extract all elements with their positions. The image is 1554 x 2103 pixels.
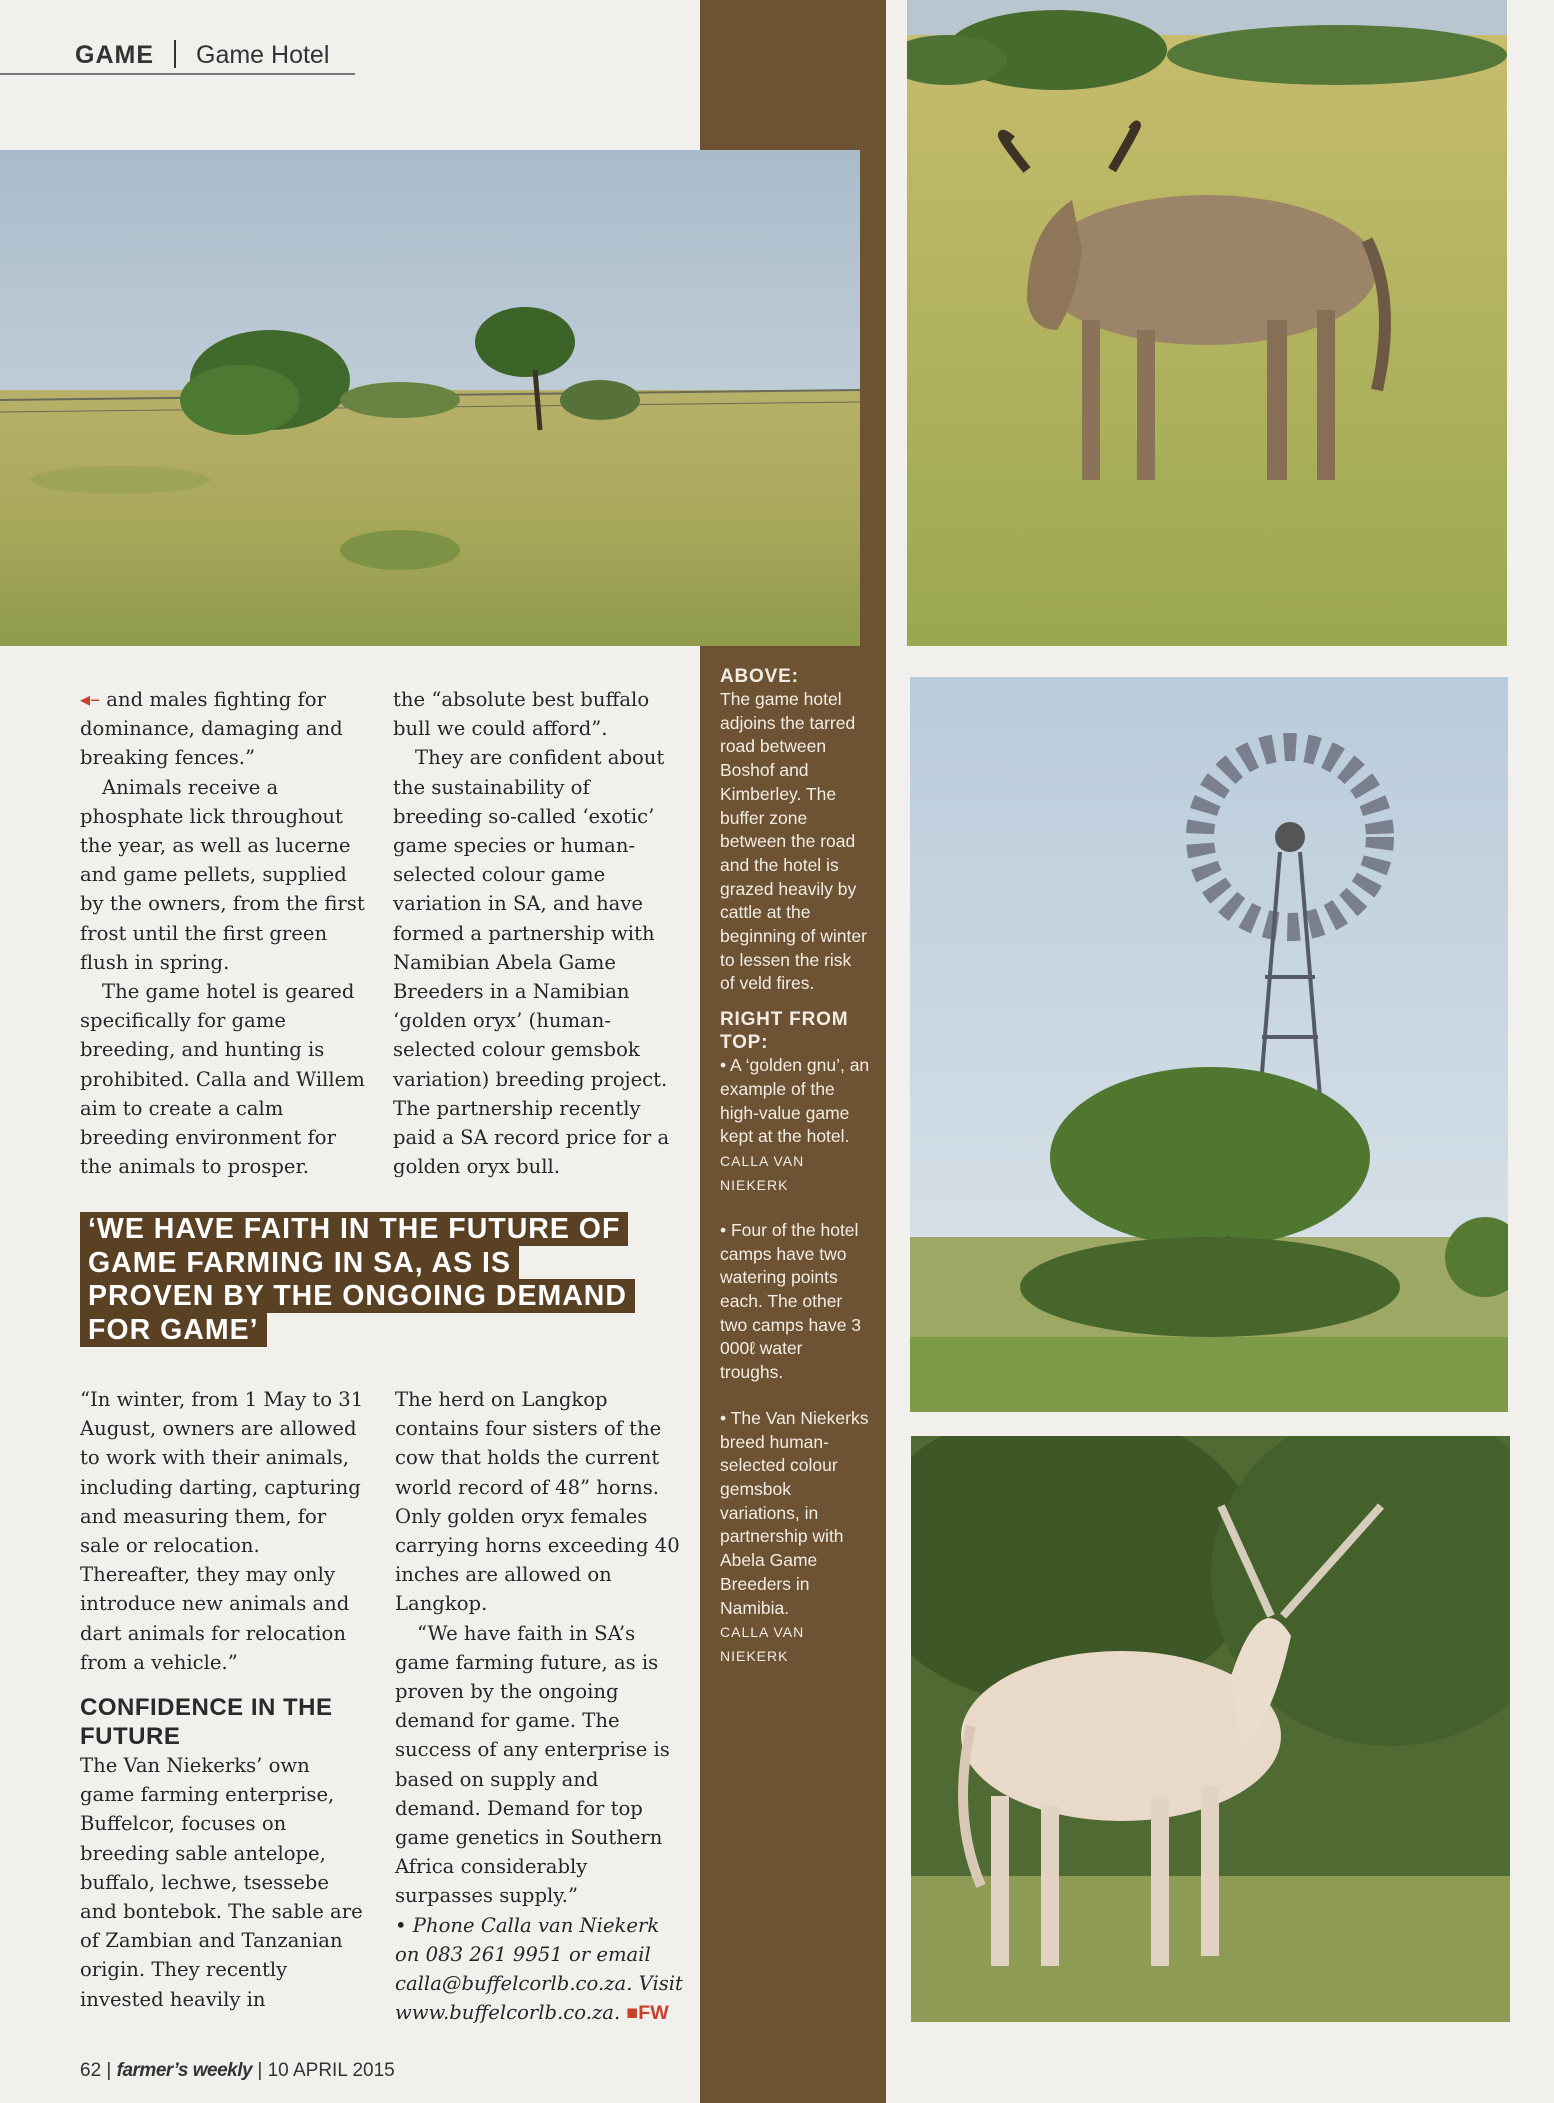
article-col1-bottom: [80, 1385, 366, 2014]
section-subheading: CONFIDENCE IN THE FUTURE: [80, 1694, 333, 1751]
col1-bottom-p1: “In winter, from 1 May to 31 August, owners are allowed to work with their animals, including darting, capturing and measuring them, for sale or relocation. Thereafter, they may only introduce new animals and dart animals for relocation from a vehicle.”: [80, 1388, 364, 1674]
section-header: [75, 40, 329, 70]
article-col2-bottom: [395, 1385, 685, 2028]
caption-item-oryx: • The Van Niekerks breed human-selected colour gemsbok variations, in partnership with Abela Game Breeders in Namibia.: [720, 1407, 869, 1618]
caption-right-label: RIGHT FROM TOP:: [720, 1009, 849, 1054]
col1-top-p1: and males fighting for dominance, damaging and breaking fences.”: [80, 688, 343, 770]
golden-oryx-photo: [911, 1436, 1510, 2022]
golden-gnu-photo: [907, 0, 1507, 646]
issue-date: 10 APRIL 2015: [267, 2060, 395, 2081]
caption-above-text: The game hotel adjoins the tarred road between Boshof and Kimberley. The buffer zone between the road and the hotel is grazed heavily by cattle at the beginning of winter to lessen the risk of veld fires.: [720, 689, 867, 994]
magazine-name: farmer’s weekly: [116, 2060, 253, 2081]
caption-item-windmill: • Four of the hotel camps have two watering points each. The other two camps have 3 000ℓ water troughs.: [720, 1219, 862, 1383]
page-number: 62: [80, 2060, 102, 2081]
section-label: GAME: [75, 41, 154, 69]
caption-credit-3: CALLA VAN NIEKERK: [720, 1624, 805, 1665]
photo-captions: [720, 665, 870, 1668]
pull-quote-text: ‘WE HAVE FAITH IN THE FUTURE OF GAME FARMING IN SA, AS IS PROVEN BY THE ONGOING DEMAND FOR GAME’: [80, 1212, 635, 1347]
header-divider: [174, 40, 176, 68]
caption-item-gnu: • A ‘golden gnu’, an example of the high-value game kept at the hotel.: [720, 1055, 870, 1147]
continued-arrow-icon: ◂–: [80, 687, 101, 711]
contact-text: • Phone Calla van Niekerk on 083 261 9951 or email calla@buffelcorlb.co.za. Visit www.buffelcorlb.co.za.: [395, 1913, 683, 2025]
col2-top-p1: the “absolute best buffalo bull we could afford”.: [393, 688, 650, 741]
col1-top-p3: The game hotel is geared specifically for game breeding, and hunting is prohibited. Calla and Willem aim to create a calm breeding environment for the animals to prosper.: [80, 980, 365, 1179]
article-col2-top: [393, 685, 683, 1181]
veld-landscape-photo: [0, 150, 860, 646]
article-col1-top: [80, 685, 366, 1181]
page-footer: 62 | farmer’s weekly | 10 APRIL 2015: [80, 2060, 395, 2081]
pull-quote: [80, 1213, 640, 1347]
header-rule: [0, 73, 355, 75]
contact-info: [395, 1911, 685, 2029]
col1-top-p2: Animals receive a phosphate lick throughout the year, as well as lucerne and game pellets, supplied by the owners, from the first frost until the first green flush in spring.: [80, 775, 365, 974]
col2-top-p2: They are confident about the sustainability of breeding so-called ‘exotic’ game species or human-selected colour game variation in SA, and have formed a partnership with Namibian Abela Game Breeders in a Namibian ‘golden oryx’ (human-selected colour gemsbok variation) breeding project. The partnership recently paid a SA record price for a golden oryx bull.: [393, 746, 670, 1179]
subsection-label: Game Hotel: [196, 41, 330, 69]
caption-credit-1: CALLA VAN NIEKERK: [720, 1152, 805, 1193]
caption-above-label: ABOVE:: [720, 666, 799, 687]
windmill-photo: [910, 677, 1508, 1412]
col2-bottom-p2: “We have faith in SA’s game farming future, as is proven by the ongoing demand for game. The success of any enterprise is based on supply and demand. Demand for top game genetics in Southern Africa considerably surpasses supply.”: [395, 1621, 670, 1908]
col1-bottom-p2: The Van Niekerks’ own game farming enterprise, Buffelcor, focuses on breeding sable antelope, buffalo, lechwe, tsessebe and bontebok. The sable are of Zambian and Tanzanian origin. They recently invested heavily in: [80, 1754, 363, 2011]
col2-bottom-p1: The herd on Langkop contains four sisters of the cow that holds the current world record of 48” horns. Only golden oryx females carrying horns exceeding 40 inches are allowed on Langkop.: [395, 1388, 680, 1616]
end-mark: ■FW: [626, 2002, 669, 2025]
